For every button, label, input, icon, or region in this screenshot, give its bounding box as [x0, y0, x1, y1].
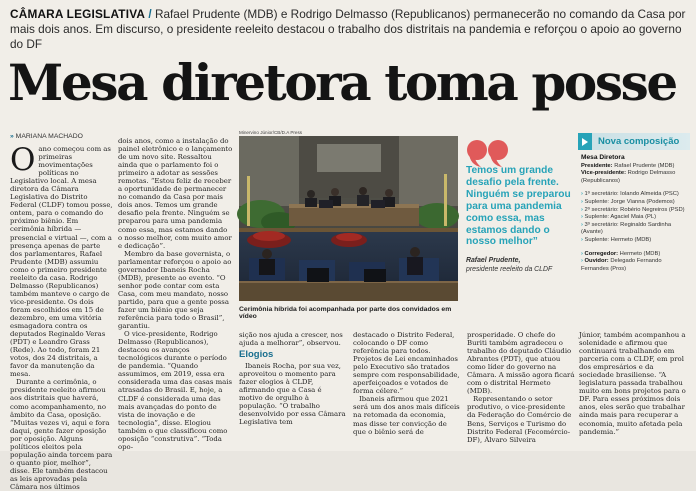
article-paragraph: Júnior, também acompanhou a solenidade e afirmou que continuará trabalhando em parceria com a CLDF, em prol dos empresários e da sociedade brasiliense. “A legislatura passada trabalhou muito em bons projetos para o DF. Para esses próximos dois anos, eles serão que trabalhar ainda mais para recuperar a economia, muito afetada pela pandemia.” [579, 331, 686, 436]
sidebar-row [581, 163, 687, 171]
article-column-6 [579, 331, 687, 436]
article-paragraph: Membro da base governista, o parlamentar reforçou o apoio ao governador Ibaneis Rocha (MDB), presente ao evento. “O senhor pode contar com esta Casa, com meu mandato, nosso partido, para que a gente possa fazer um biênio que seja referência para todo o Brasil”, garantiu. [118, 249, 232, 331]
article-column-5 [467, 331, 575, 444]
quote-marks-icon [466, 133, 572, 163]
article-column-3 [239, 331, 347, 427]
row-value: Rodrigo Delmasso (Republicanos) [581, 170, 676, 184]
sidebar-bullet: › Suplente: Agaciel Maia (PL) [581, 214, 687, 222]
section-label: CÂMARA LEGISLATIVA [10, 7, 146, 21]
quote-author-role: presidente reeleito da CLDF [466, 265, 553, 273]
article-paragraph: dois anos, como a instalação do painel eletrônico e o lançamento de um novo site. Ressaltou ainda que o parlamento foi o primeiro a adotar as sessões remotas. “Estou feliz de receber a oportunidade de permanecer no comando da Casa por mais dois anos. Temos um grande desafio pela frente. Ninguém se preparou para uma pandemia como essa, mas estamos dando o nosso melhor, com muito amor e dedicação”. [118, 137, 233, 250]
article-column-1 [10, 142, 113, 491]
sidebar-row [581, 258, 687, 273]
article-paragraph: Representando o setor produtivo, o vice-presidente da Federação do Comércio de Bens, Serviços e Turismo do Distrito Federal (Fecomércio-DF), Álvaro Silveira [467, 395, 572, 444]
kicker-text: Rafael Prudente (MDB) e Rodrigo Delmasso (Republicanos) permanecerão no comando da Casa por mais dois anos. Em discurso, o presidente reeleito destacou o trabalho dos distritais na pandemia e reforçou o apoio ao governo do DF [10, 7, 686, 51]
row-label: Corregedor: [584, 250, 619, 257]
photo-caption: Cerimônia híbrida foi acompanhada por parte dos convidados em vídeo [239, 306, 452, 320]
paragraph-text: ano começou com as primeiras movimentações políticas no Legislativo local. A mesa diretora da Câmara Legislativa do Distrito Federal (CLDF) tomou posse, ontem, para o comando do próximo biênio. Em cerimônia híbrida — presencial e virtual —, com a presença apenas de parte dos parlamentares, Rafael Prudente (MDB) assumiu como o primeiro presidente reeleito da casa. Rodrigo Delmasso (Republicanos) também manteve o cargo de vice-presidente. Os dois foram escolhidos em 15 de dezembro, em uma vitória esmagadora contra os deputados Reginaldo Veras (PDT) e Leandro Grass (Rede). Ao todo, foram 21 votos, dos 24 distritais, a favor da manutenção da mesa. [10, 145, 113, 379]
row-value: Rafael Prudente (MDB) [614, 162, 675, 169]
sidebar-body [578, 150, 690, 273]
byline [10, 133, 83, 140]
ceremony-photo [239, 136, 458, 301]
kicker [10, 7, 690, 52]
sidebar-title: Nova composição [598, 136, 680, 147]
quote-attribution [466, 257, 572, 274]
sidebar-bullet: › Suplente: Jorge Vianna (Podemos) [581, 199, 687, 207]
row-value: Hermeto (MDB) [619, 250, 661, 257]
section-separator: / [148, 7, 152, 21]
headline: Mesa diretora toma posse [8, 53, 676, 112]
sidebar-row [581, 251, 687, 259]
sidebar-bullet: › 2º secretário: Robério Negreiros (PSD) [581, 207, 687, 215]
drop-cap: O [10, 142, 36, 178]
sidebar-bullet: › 3º secretário: Reginaldo Sardinha (Avante) [581, 222, 687, 237]
sidebar-box [578, 133, 690, 327]
sidebar-bullet: › 1º secretário: Iolando Almeida (PSC) [581, 191, 687, 199]
article-paragraph: Ibaneis Rocha, por sua vez, aproveitou o momento para fazer elogios à CLDF, afirmando que a Casa é motivo de orgulho à população. “O trabalho desenvolvido por essa Câmara Legislativa tem [239, 362, 346, 427]
sidebar-bullet: › Suplente: Hermeto (MDB) [581, 237, 687, 245]
article-paragraph [10, 142, 113, 379]
subheading: Elogios [239, 349, 274, 361]
sidebar-section-title: Mesa Diretora [581, 154, 625, 161]
quote-author-name: Rafael Prudente, [466, 257, 521, 265]
article-column-4 [353, 331, 461, 436]
article-paragraph: sição nos ajuda a crescer, nos ajuda a melhorar”, observou. [239, 331, 343, 348]
article-paragraph: Durante a cerimônia, o presidente reeleito afirmou aos distritais que haverá, como acompanhamento, no âmbito da Casa, oposição. “Muitas vezes vi, aqui e fora daqui, gente fazer oposição por oposição. Alguns políticos eleitos pela população ainda torcem para o quanto pior, melhor”, disse. Ele também destacou as leis aprovadas pela Câmara nos últimos [10, 378, 113, 491]
article-paragraph: O vice-presidente, Rodrigo Delmasso (Republicanos), destacou os avanços tecnológicos durante o período de pandemia. “Quando assumimos, em 2019, essa era considerada uma das casas mais atrasadas do Brasil. E, hoje, a CLDF é considerada uma das mais avançadas do ponto de vista de inovação e de tecnologia”, disse. Elogiou também o que classificou como oposição “construtiva”. “Toda opo- [118, 330, 233, 451]
pull-quote [466, 133, 572, 327]
photo-credit: Minervino Júnior/CB/D.A Press [239, 130, 303, 135]
ceremony-photo-illustration [239, 136, 458, 301]
arrow-right-icon [578, 133, 592, 150]
row-value: Delegado Fernando Fernandes (Pros) [581, 258, 662, 272]
row-label: Presidente: [581, 162, 613, 169]
article-paragraph: prosperidade. O chefe do Buriti também agradeceu o trabalho do deputado Cláudio Abrantes (PDT), que atuou como líder do governo na Câmara. A missão agora ficará com o distrital Hermeto (MDB). [467, 331, 575, 396]
row-label: Ouvidor: [584, 258, 609, 265]
sidebar-header [578, 133, 690, 150]
sidebar-row [581, 170, 687, 185]
article-paragraph: destacado o Distrito Federal, colocando o DF como referência para todos. Projetos de Lei encaminhados pelo Executivo são tratados sempre com responsabilidade, aperfeiçoados e votados de forma célere.” [353, 331, 460, 396]
article-column-2 [118, 137, 233, 451]
byline-author: MARIANA MACHADO [15, 133, 83, 140]
article-paragraph: Ibaneis afirmou que 2021 será um dos anos mais difíceis na retomada da economia, mas disse ter convicção de que o biênio será de [353, 395, 460, 436]
quote-text: Temos um grande desafio pela frente. Ninguém se preparou para uma pandemia como essa, mas estamos dando o nosso melhor” [466, 165, 571, 248]
row-label: Vice-presidente: [581, 170, 626, 177]
byline-marker: » [10, 133, 14, 140]
